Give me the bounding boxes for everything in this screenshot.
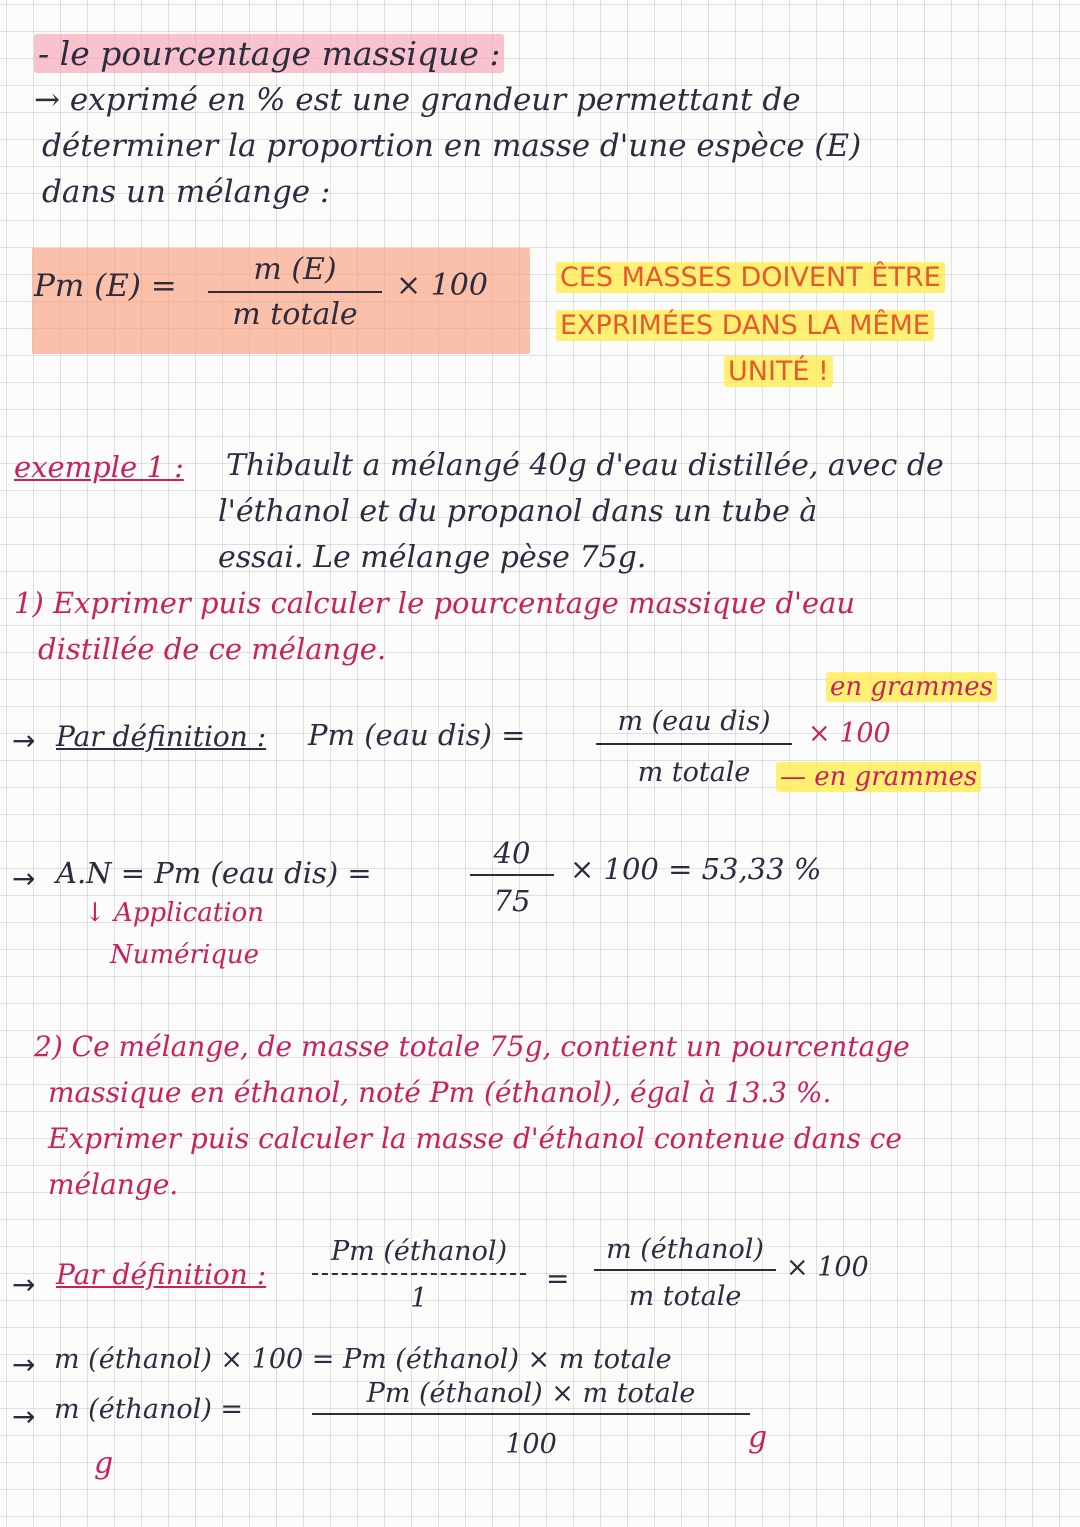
warning-line-2-text: EXPRIMÉES DANS LA MÊME <box>556 310 934 341</box>
example-label-text: exemple 1 : <box>14 450 184 484</box>
definition-2-label <box>56 1258 266 1291</box>
section-title <box>34 34 504 73</box>
an-lhs: A.N = Pm (eau dis) = <box>56 856 372 890</box>
definition-2-label-text: Par définition : <box>56 1258 267 1291</box>
definition-2-fraction <box>594 1234 776 1312</box>
question-1-line-2: distillée de ce mélange. <box>38 632 387 666</box>
warning-line-3-text: UNITÉ ! <box>724 356 833 387</box>
definition-line-2: déterminer la proportion en masse d'une espèce (E) <box>42 128 862 164</box>
definition-1-fraction <box>596 706 792 788</box>
grams-note-top <box>826 672 997 702</box>
an-denominator: 75 <box>493 884 531 918</box>
warning-line-1-text: CES MASSES DOIVENT ÊTRE <box>556 262 945 293</box>
definition-1-label-text: Par définition : <box>56 720 267 753</box>
warning-line-1 <box>556 262 945 293</box>
formula-lhs: Pm (E) = <box>34 268 177 304</box>
example-label <box>14 450 184 484</box>
formula-fraction <box>208 252 382 332</box>
step-2-fraction <box>312 1378 750 1460</box>
example-text-line-2: l'éthanol et du propanol dans un tube à <box>218 494 818 529</box>
formula-fraction-bar <box>208 291 382 293</box>
arrow-icon: → <box>12 862 36 895</box>
step-1-equation: m (éthanol) × 100 = Pm (éthanol) × m totale <box>54 1344 672 1375</box>
definition-1-fraction-bar <box>596 743 792 745</box>
question-2-line-2: massique en éthanol, noté Pm (éthanol), égal à 13.3 %. <box>48 1076 832 1109</box>
an-fraction-bar <box>470 874 554 876</box>
step-2-unit-right: g <box>748 1420 768 1455</box>
definition-1-label <box>56 720 266 753</box>
grams-note-bottom <box>776 762 981 792</box>
question-1-line-1: 1) Exprimer puis calculer le pourcentage massique d'eau <box>14 586 856 620</box>
step-2-unit-left: g <box>94 1446 114 1481</box>
an-numerator: 40 <box>493 836 531 870</box>
warning-line-3 <box>724 356 833 387</box>
definition-2-factor: × 100 <box>786 1252 869 1283</box>
question-2-line-3: Exprimer puis calculer la masse d'éthanol contenue dans ce <box>48 1122 902 1155</box>
definition-2-denominator: m totale <box>628 1281 742 1312</box>
step-2-lhs: m (éthanol) = <box>54 1394 244 1425</box>
definition-1-denominator: m totale <box>637 757 751 788</box>
example-text-line-3: essai. Le mélange pèse 75g. <box>218 540 647 575</box>
an-fraction <box>470 836 554 918</box>
example-text-line-1: Thibault a mélangé 40g d'eau distillée, avec de <box>226 448 944 483</box>
formula-denominator: m totale <box>232 297 358 332</box>
step-2-denominator: 100 <box>505 1429 557 1460</box>
an-result: × 100 = 53,33 % <box>570 852 822 886</box>
grams-note-bottom-text: — en grammes <box>776 762 981 792</box>
question-2-line-4: mélange. <box>48 1168 179 1201</box>
definition-1-numerator: m (eau dis) <box>617 706 771 737</box>
definition-2-fraction-bar <box>594 1269 776 1271</box>
definition-1-factor: × 100 <box>808 718 891 749</box>
definition-2-lhs-fraction <box>312 1236 526 1314</box>
an-subtitle-1: ↓ Application <box>84 898 264 928</box>
definition-2-equals: = <box>546 1262 570 1295</box>
question-2-line-1: 2) Ce mélange, de masse totale 75g, contient un pourcentage <box>34 1030 910 1063</box>
definition-2-lhs-numerator: Pm (éthanol) <box>330 1236 507 1267</box>
arrow-icon: → <box>12 1400 36 1433</box>
formula-numerator: m (E) <box>253 252 337 287</box>
definition-line-1: → exprimé en % est une grandeur permettant de <box>34 82 801 118</box>
section-title-text: - le pourcentage massique : <box>34 34 504 73</box>
arrow-icon: → <box>12 724 36 757</box>
grams-note-top-text: en grammes <box>826 672 997 702</box>
arrow-icon: → <box>12 1268 36 1301</box>
definition-2-lhs-denominator: 1 <box>410 1283 428 1314</box>
formula-factor: × 100 <box>396 268 488 303</box>
definition-2-lhs-dashed-bar <box>312 1273 526 1275</box>
definition-2-numerator: m (éthanol) <box>606 1234 764 1265</box>
step-2-numerator: Pm (éthanol) × m totale <box>366 1378 696 1409</box>
step-2-fraction-bar <box>312 1413 750 1415</box>
definition-1-lhs: Pm (eau dis) = <box>308 718 526 752</box>
definition-line-3: dans un mélange : <box>42 174 331 210</box>
arrow-icon: → <box>12 1348 36 1381</box>
an-subtitle-2: Numérique <box>110 940 260 970</box>
warning-line-2 <box>556 310 934 341</box>
